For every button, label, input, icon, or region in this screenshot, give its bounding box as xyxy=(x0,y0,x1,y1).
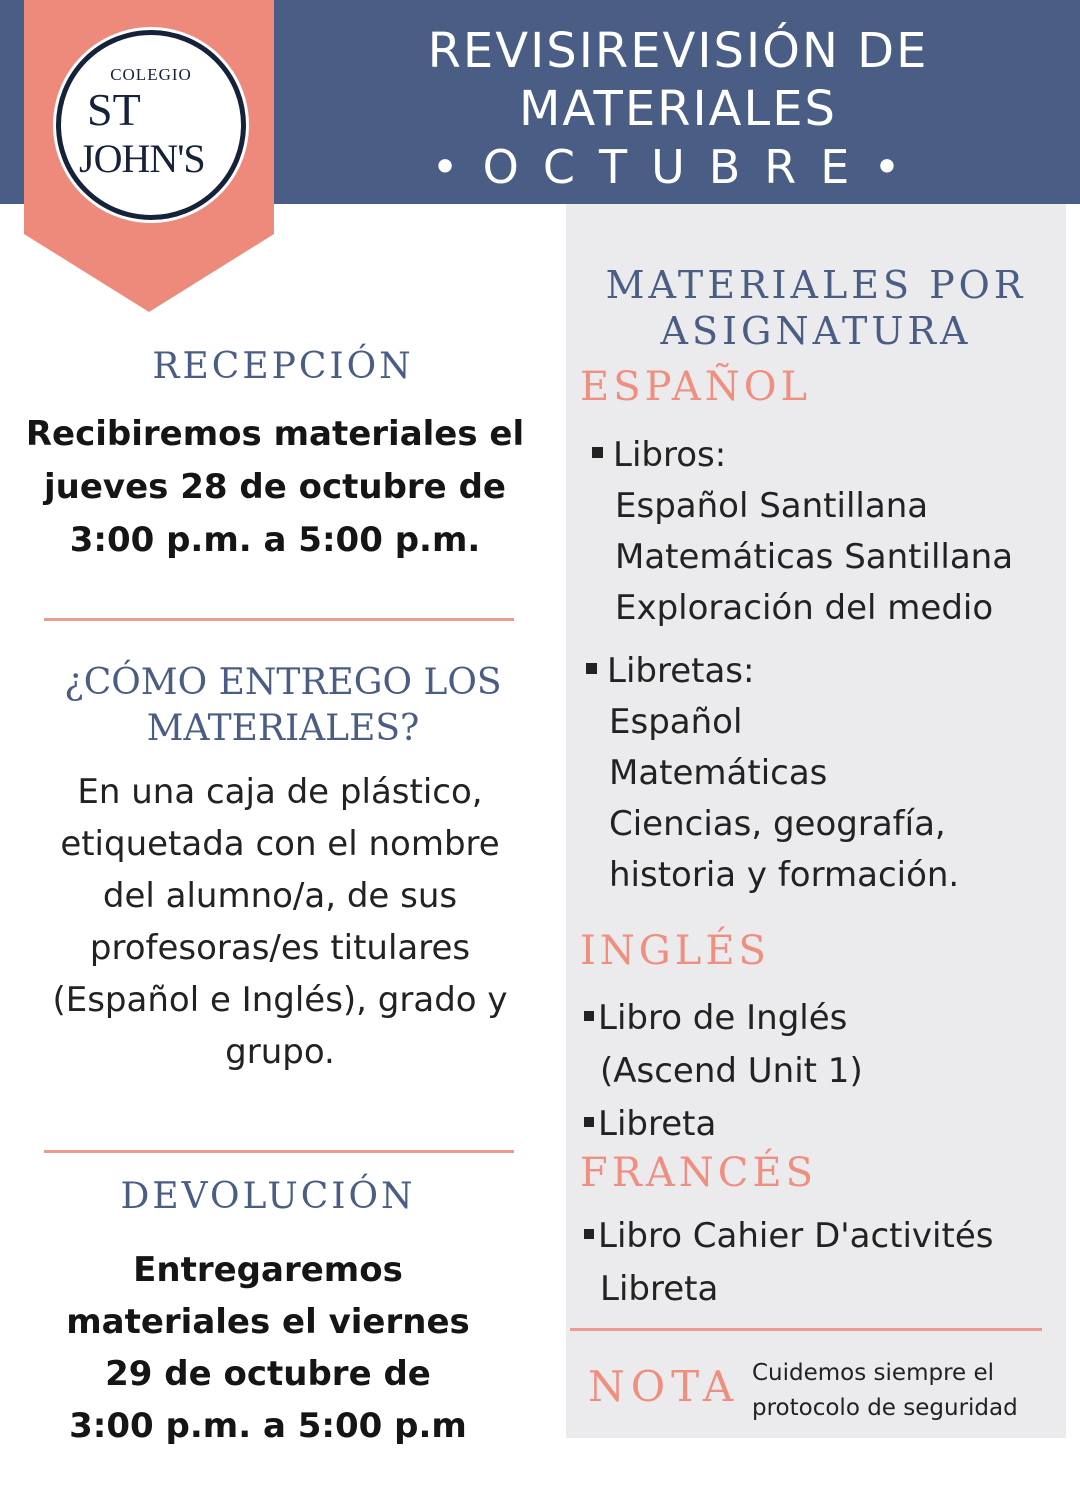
page-title xyxy=(276,22,1080,196)
recepcion-line-3: 3:00 p.m. a 5:00 p.m. xyxy=(69,520,481,560)
recepcion-line-1: Recibiremos materiales el xyxy=(25,414,525,454)
list-item xyxy=(584,1098,863,1151)
devolucion-line-1: Entregaremos xyxy=(133,1250,403,1290)
subject-frances: FRANCÉS xyxy=(580,1150,817,1196)
list-item xyxy=(584,1210,993,1263)
devolucion-text xyxy=(0,1244,536,1452)
espanol-libretas-list xyxy=(586,646,959,901)
entrega-line-2: etiquetada con el nombre xyxy=(60,824,500,864)
title-line-1: REVISIREVISIÓN DE xyxy=(427,23,929,79)
logo-colegio-text: COLEGIO xyxy=(110,65,192,84)
entrega-heading xyxy=(0,660,566,752)
nota-text xyxy=(752,1356,1018,1426)
entrega-line-6: grupo. xyxy=(225,1032,335,1072)
list-item: historia y formación. xyxy=(609,855,960,895)
list-item: Libreta xyxy=(600,1269,719,1309)
espanol-libros-list xyxy=(592,430,1013,634)
list-item: Matemáticas xyxy=(609,753,828,793)
frances-item-1: Libro Cahier D'activités xyxy=(598,1216,994,1256)
subject-espanol: ESPAÑOL xyxy=(580,364,812,410)
libros-label: Libros: xyxy=(613,435,727,475)
title-line-2: MATERIALES xyxy=(518,81,838,137)
list-item xyxy=(592,430,1013,481)
recepcion-heading: RECEPCIÓN xyxy=(152,346,414,387)
ingles-item-2: Libreta xyxy=(598,1104,717,1144)
libretas-label: Libretas: xyxy=(607,651,755,691)
entrega-line-4: profesoras/es titulares xyxy=(89,928,471,968)
divider xyxy=(44,618,514,621)
entrega-heading-line-2: MATERIALES? xyxy=(146,708,420,749)
materiales-heading xyxy=(566,262,1066,354)
bullet-icon xyxy=(584,1011,594,1021)
nota-line-2: protocolo de seguridad xyxy=(752,1395,1018,1421)
list-item: (Ascend Unit 1) xyxy=(600,1051,863,1091)
list-item: Exploración del medio xyxy=(615,588,994,628)
school-logo xyxy=(56,30,246,220)
divider xyxy=(570,1328,1042,1331)
subject-ingles: INGLÉS xyxy=(580,928,770,974)
frances-list xyxy=(584,1210,993,1316)
nota-label: NOTA xyxy=(588,1362,740,1411)
devolucion-line-3: 29 de octubre de xyxy=(105,1354,431,1394)
entrega-line-1: En una caja de plástico, xyxy=(77,772,483,812)
list-item: Ciencias, geografía, xyxy=(609,804,946,844)
list-item: Español Santillana xyxy=(615,486,929,526)
ingles-item-1: Libro de Inglés xyxy=(598,998,848,1038)
bullet-icon xyxy=(584,1229,594,1239)
logo-st-text: ST xyxy=(87,84,141,135)
recepcion-line-2: jueves 28 de octubre de xyxy=(44,467,506,507)
materiales-heading-line-2: ASIGNATURA xyxy=(660,309,972,353)
list-item: Matemáticas Santillana xyxy=(615,537,1014,577)
materiales-heading-line-1: MATERIALES POR xyxy=(605,263,1027,307)
entrega-line-3: del alumno/a, de sus xyxy=(102,876,458,916)
bullet-icon xyxy=(592,447,603,458)
entrega-heading-line-1: ¿CÓMO ENTREGO LOS xyxy=(64,662,502,703)
title-month: •OCTUBRE• xyxy=(431,140,925,194)
bullet-icon xyxy=(586,663,597,674)
logo-johns-text: JOHN'S xyxy=(79,136,205,181)
list-item xyxy=(586,646,959,697)
devolucion-heading: DEVOLUCIÓN xyxy=(120,1176,416,1217)
entrega-text xyxy=(0,766,560,1078)
devolucion-line-2: materiales el viernes xyxy=(66,1302,470,1342)
list-item: Español xyxy=(609,702,743,742)
ingles-list xyxy=(584,992,863,1151)
list-item xyxy=(584,992,863,1045)
divider xyxy=(44,1150,514,1153)
devolucion-line-4: 3:00 p.m. a 5:00 p.m xyxy=(69,1406,467,1446)
entrega-line-5: (Español e Inglés), grado y xyxy=(52,980,508,1020)
bullet-icon xyxy=(584,1117,594,1127)
nota-line-1: Cuidemos siempre el xyxy=(752,1360,995,1386)
recepcion-text xyxy=(0,408,550,567)
